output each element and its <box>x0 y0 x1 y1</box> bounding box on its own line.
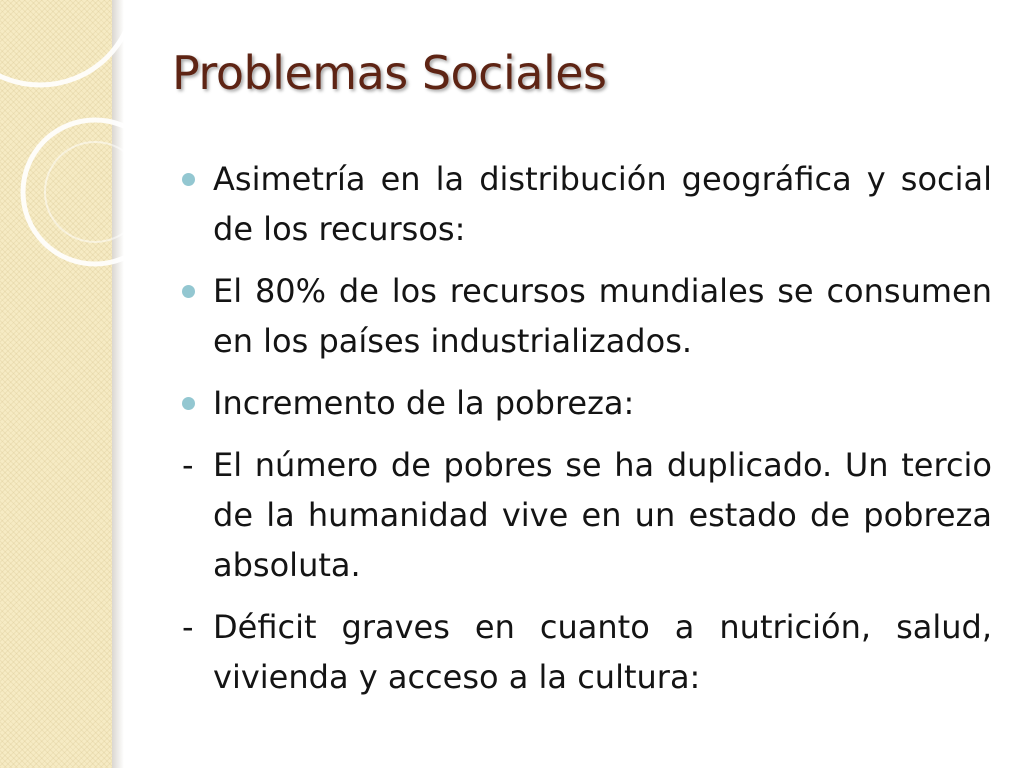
dash-marker: - <box>182 608 194 646</box>
dash-marker: - <box>182 446 194 484</box>
dash-text: Déficit graves en cuanto a nutrición, salud, vivienda y acceso a la cultura: <box>213 608 992 696</box>
page-title: Problemas Sociales <box>172 46 607 100</box>
bullet-text: Incremento de la pobreza: <box>213 384 635 422</box>
bullet-dot-icon <box>182 173 195 186</box>
bullet-text: El 80% de los recursos mundiales se consumen en los países industrializados. <box>213 272 992 360</box>
dash-item <box>182 602 992 702</box>
bullet-item <box>182 378 992 428</box>
dash-item <box>182 440 992 590</box>
bullet-item <box>182 266 992 366</box>
bullet-dot-icon <box>182 397 195 410</box>
bullet-text: Asimetría en la distribución geográfica y social de los recursos: <box>213 160 992 248</box>
decorative-circles-icon <box>0 0 200 320</box>
bullet-dot-icon <box>182 285 195 298</box>
bullet-item <box>182 154 992 254</box>
slide-content <box>182 154 992 714</box>
dash-text: El número de pobres se ha duplicado. Un tercio de la humanidad vive en un estado de pobreza absoluta. <box>213 446 992 584</box>
